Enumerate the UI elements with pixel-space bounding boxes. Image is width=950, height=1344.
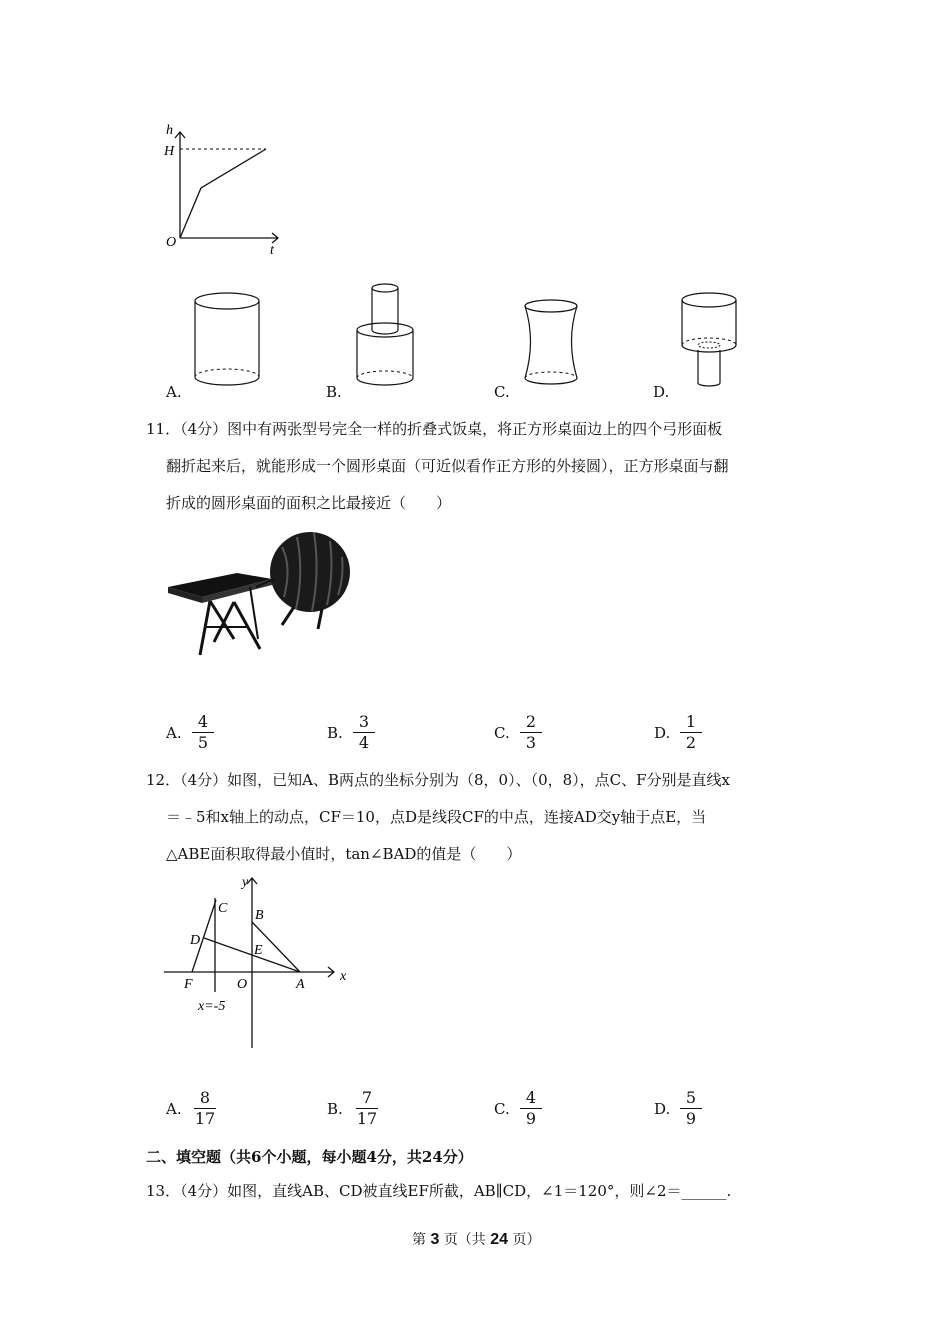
q12-option-c-fraction [520,1089,542,1128]
footer-page-number: 3 [430,1231,440,1248]
q12-C-label: C [218,901,228,916]
q10-t-label: t [270,243,274,258]
q11-option-b-denominator: 4 [358,733,370,752]
q12-option-b-denominator: 17 [356,1109,378,1128]
footer-middle: 页（共 [443,1232,486,1248]
q11-option-a-numerator: 4 [192,713,214,733]
q11-text-line-3: 折成的圆形桌面的面积之比最接近（ ） [166,494,452,512]
footer-total-pages: 24 [490,1231,509,1248]
q10-container-c [518,296,588,396]
q12-B-label: B [255,908,264,923]
q10-container-b [350,280,430,395]
q12-option-b-numerator: 7 [356,1089,378,1109]
q12-option-b-label: B. [327,1100,343,1118]
q12-F-label: F [184,977,193,992]
q11-option-d-fraction [680,713,702,752]
q11-option-d-label: D. [654,724,671,742]
q11-option-b-numerator: 3 [353,713,375,733]
q12-A-label: A [296,977,305,992]
q10-option-b-label: B. [326,383,342,401]
q12-line-equation-label: x=-5 [198,999,226,1014]
q11-option-a-label: A. [166,724,182,742]
q12-y-label: y [242,875,249,890]
q12-coordinate-figure [160,870,360,1055]
q11-option-c-denominator: 3 [525,733,537,752]
q11-option-d-denominator: 2 [685,733,697,752]
q11-option-b-fraction [353,713,375,752]
q12-option-d-denominator: 9 [685,1109,697,1128]
q12-option-a-label: A. [166,1100,182,1118]
q10-container-a [190,288,270,398]
q10-option-d-label: D. [653,383,670,401]
q13-text-line-1: 13．（4分）如图，直线AB、CD被直线EF所截，AB∥CD，∠1＝120°，则∠2＝______. [146,1182,732,1200]
q12-option-c-denominator: 9 [525,1109,537,1128]
q12-text-line-2: ＝﹣5和x轴上的动点，CF＝10，点D是线段CF的中点，连接AD交y轴于点E，当 [166,808,707,826]
q12-D-label: D [190,933,201,948]
q12-option-a-denominator: 17 [194,1109,216,1128]
q12-option-d-numerator: 5 [680,1089,702,1109]
page-footer [412,1230,541,1250]
q12-x-label: x [340,969,347,984]
q11-folding-table-picture [162,527,362,667]
q10-O-label: O [166,235,177,250]
q11-option-c-numerator: 2 [520,713,542,733]
q12-option-a-fraction [194,1089,216,1128]
q11-option-c-fraction [520,713,542,752]
q12-text-line-3: △ABE面积取得最小值时，tan∠BAD的值是（ ） [166,845,522,863]
section-2-heading: 二、填空题（共6个小题，每小题4分，共24分） [146,1148,473,1166]
q10-option-c-label: C. [494,383,510,401]
q12-option-d-label: D. [654,1100,671,1118]
q11-option-a-fraction [192,713,214,752]
q11-option-d-numerator: 1 [680,713,702,733]
q11-text-line-2: 翻折起来后，就能形成一个圆形桌面（可近似看作正方形的外接圆），正方形桌面与翻 [166,457,729,475]
q11-option-a-denominator: 5 [197,733,209,752]
q12-option-c-numerator: 4 [520,1089,542,1109]
q12-option-a-numerator: 8 [194,1089,216,1109]
q10-H-label: H [164,144,175,159]
q10-option-a-label: A. [166,383,182,401]
footer-prefix: 第 [412,1232,426,1248]
q12-option-b-fraction [356,1089,378,1128]
q12-text-line-1: 12．（4分）如图，已知A、B两点的坐标分别为（8，0）、（0，8），点C、F分别是直线x [146,771,731,789]
q12-E-label: E [254,943,263,958]
q12-option-c-label: C. [494,1100,510,1118]
footer-suffix: 页） [512,1232,541,1248]
q10-container-d [678,290,748,395]
q11-text-line-1: 11．（4分）图中有两张型号完全一样的折叠式饭桌，将正方形桌面边上的四个弓形面板 [146,420,723,438]
q11-option-c-label: C. [494,724,510,742]
q12-O-label: O [237,977,248,992]
q10-h-label: h [166,123,173,138]
q12-option-d-fraction [680,1089,702,1128]
q11-option-b-label: B. [327,724,343,742]
q10-height-time-graph [160,118,290,258]
